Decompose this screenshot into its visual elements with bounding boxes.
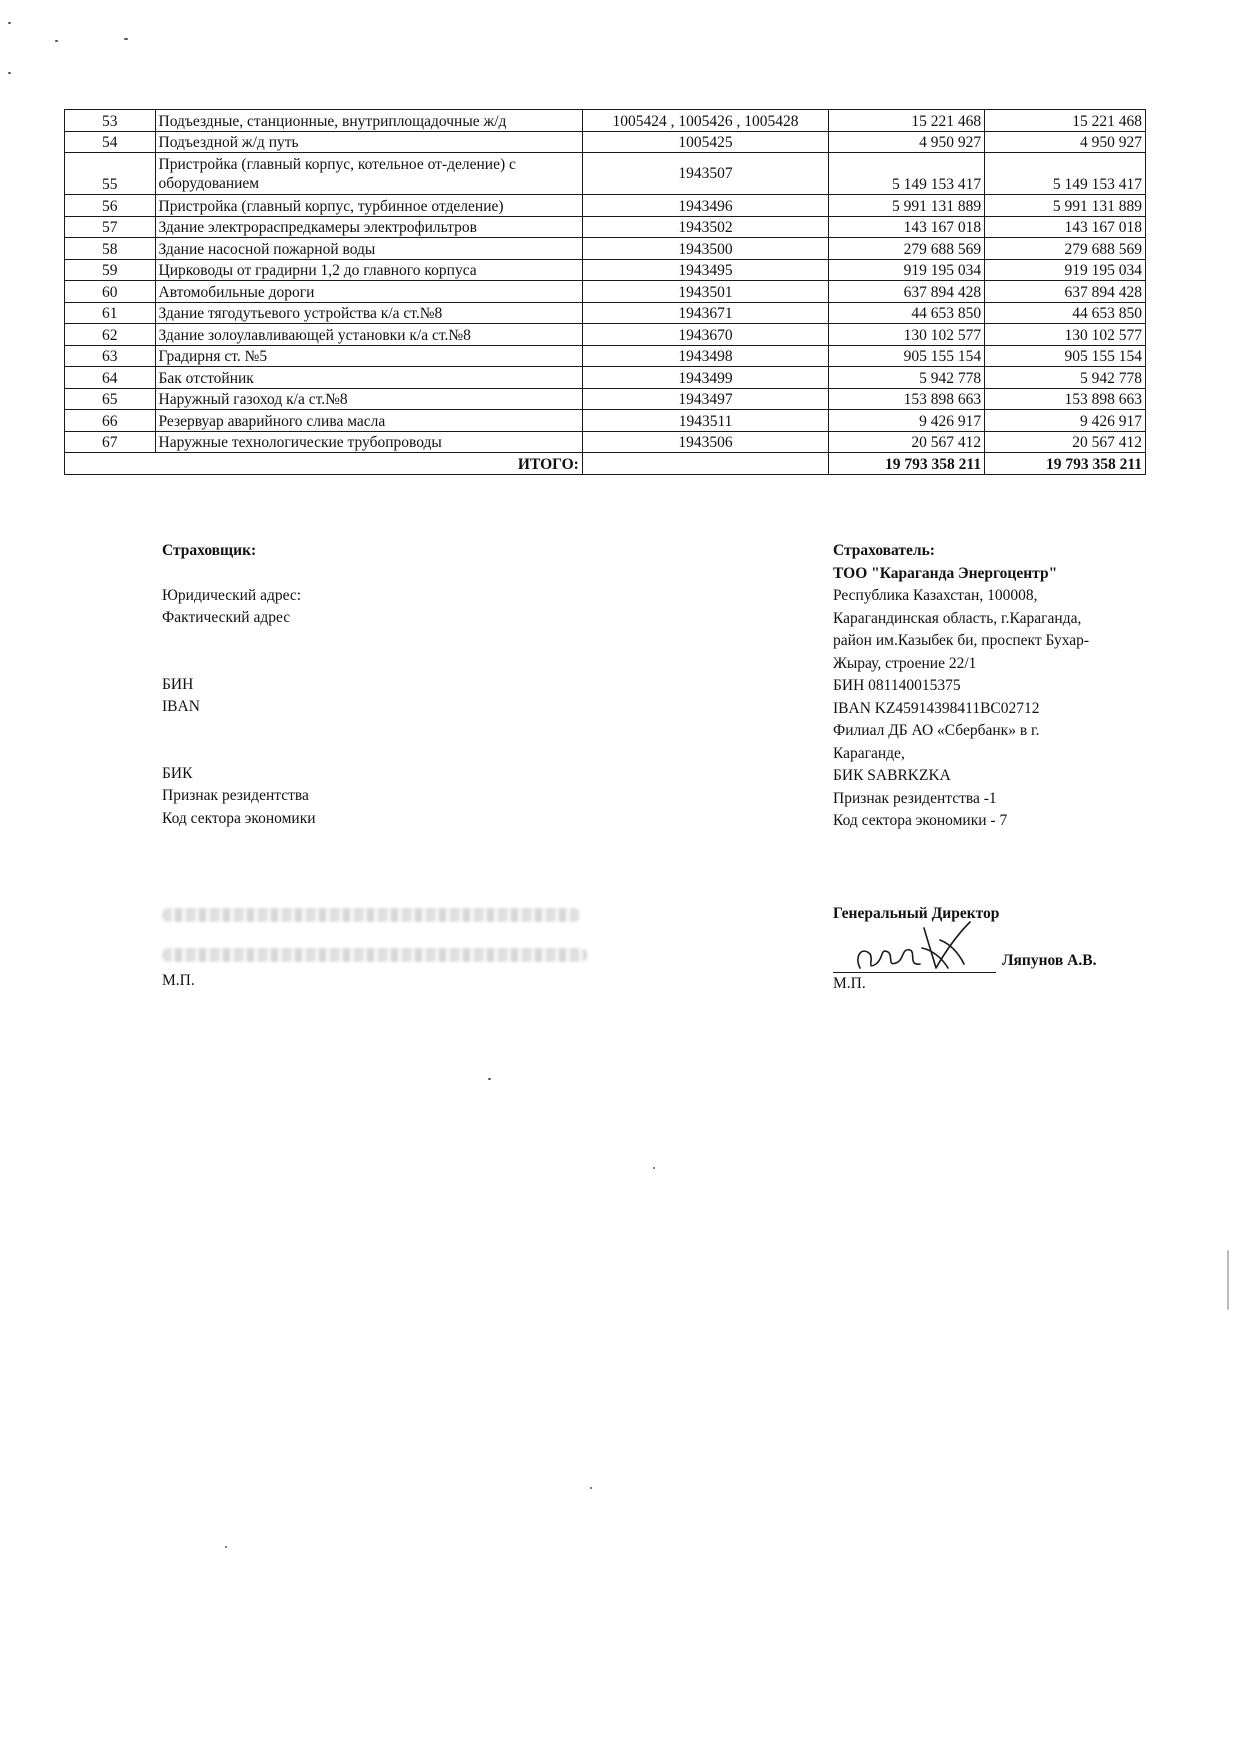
inventory-number-cell: 1943499 — [582, 367, 828, 389]
asset-name-cell: Наружный газоход к/а ст.№8 — [155, 388, 582, 410]
insurer-legal-address: Юридический адрес: — [162, 586, 302, 604]
total-book-value: 19 793 358 211 — [829, 453, 985, 475]
row-number-cell: 67 — [65, 431, 156, 453]
table-row — [65, 431, 1146, 453]
insured-sum-cell: 20 567 412 — [985, 431, 1146, 453]
asset-name-cell: Градирня ст. №5 — [155, 345, 582, 367]
book-value-cell: 919 195 034 — [829, 259, 985, 281]
inventory-number-cell: 1943506 — [582, 431, 828, 453]
insured-bank-line: Караганде, — [833, 744, 905, 762]
asset-name-cell: Здание насосной пожарной воды — [155, 238, 582, 260]
spacer — [162, 630, 582, 674]
row-number-cell: 55 — [65, 153, 156, 195]
table-row — [65, 238, 1146, 260]
scan-speck — [488, 1078, 491, 1080]
insured-sum-cell: 153 898 663 — [985, 388, 1146, 410]
book-value-cell: 279 688 569 — [829, 238, 985, 260]
asset-name-cell: Резервуар аварийного слива масла — [155, 410, 582, 432]
insured-sum-cell: 15 221 468 — [985, 110, 1146, 132]
inventory-number-cell: 1943501 — [582, 281, 828, 303]
redacted-line — [162, 948, 587, 962]
insured-sum-cell: 5 149 153 417 — [985, 153, 1146, 195]
inventory-number-cell: 1943496 — [582, 195, 828, 217]
insured-heading: Страхователь: — [833, 542, 935, 559]
inventory-number-cell: 1005424 , 1005426 , 1005428 — [582, 110, 828, 132]
table-row — [65, 302, 1146, 324]
scan-speck — [8, 22, 11, 24]
row-number-cell: 66 — [65, 410, 156, 432]
book-value-cell: 20 567 412 — [829, 431, 985, 453]
book-value-cell: 4 950 927 — [829, 131, 985, 153]
table-row — [65, 153, 1146, 195]
book-value-cell: 5 991 131 889 — [829, 195, 985, 217]
table-row — [65, 281, 1146, 303]
inventory-number-cell: 1943500 — [582, 238, 828, 260]
insured-address-line: Жырау, строение 22/1 — [833, 654, 977, 672]
asset-name-cell: Здание электрораспредкамеры электрофильтров — [155, 216, 582, 238]
insurer-residency: Признак резидентства — [162, 787, 309, 804]
total-row — [65, 453, 1146, 475]
asset-name-cell: Здание золоулавливающей установки к/а ст.№8 — [155, 324, 582, 346]
row-number-cell: 57 — [65, 216, 156, 238]
insured-sum-cell: 5 991 131 889 — [985, 195, 1146, 217]
table-row — [65, 324, 1146, 346]
row-number-cell: 64 — [65, 367, 156, 389]
insured-company: ТОО "Караганда Энергоцентр" — [833, 564, 1058, 582]
table-row — [65, 216, 1146, 238]
table-row — [65, 410, 1146, 432]
redacted-line — [162, 908, 580, 922]
inventory-number-cell: 1943671 — [582, 302, 828, 324]
insured-bik: БИК SABRKZKA — [833, 767, 951, 784]
insured-stamp-label: М.П. — [833, 975, 866, 992]
table-row — [65, 367, 1146, 389]
insured-sum-cell: 4 950 927 — [985, 131, 1146, 153]
table-row — [65, 388, 1146, 410]
insurer-iban: IBAN — [162, 698, 200, 715]
insured-address-line: Карагандинская область, г.Караганда, — [833, 609, 1082, 627]
row-number-cell: 59 — [65, 259, 156, 281]
insured-sum-cell: 9 426 917 — [985, 410, 1146, 432]
insurer-block — [162, 540, 582, 830]
insured-assets-table — [64, 109, 1146, 475]
table-row — [65, 195, 1146, 217]
scan-speck — [8, 72, 11, 74]
book-value-cell: 905 155 154 — [829, 345, 985, 367]
insured-sum-cell: 637 894 428 — [985, 281, 1146, 303]
handwritten-signature — [840, 918, 1000, 976]
book-value-cell: 9 426 917 — [829, 410, 985, 432]
asset-name-cell: Пристройка (главный корпус, турбинное отделение) — [155, 195, 582, 217]
insured-sum-cell: 44 653 850 — [985, 302, 1146, 324]
table-body — [65, 110, 1146, 475]
book-value-cell: 637 894 428 — [829, 281, 985, 303]
insurer-heading: Страховщик: — [162, 542, 257, 559]
inventory-number-cell: 1943498 — [582, 345, 828, 367]
total-insured-sum: 19 793 358 211 — [985, 453, 1146, 475]
signer-title: Генеральный Директор — [833, 905, 1000, 922]
insured-sum-cell: 919 195 034 — [985, 259, 1146, 281]
insured-sum-cell: 5 942 778 — [985, 367, 1146, 389]
scan-speck — [225, 1546, 227, 1548]
row-number-cell: 53 — [65, 110, 156, 132]
scan-speck — [124, 38, 128, 40]
row-number-cell: 58 — [65, 238, 156, 260]
insured-bin: БИН 081140015375 — [833, 677, 961, 694]
table-row — [65, 131, 1146, 153]
insurer-actual-address: Фактический адрес — [162, 609, 291, 626]
row-number-cell: 65 — [65, 388, 156, 410]
scan-speck — [653, 1167, 655, 1169]
book-value-cell: 5 942 778 — [829, 367, 985, 389]
row-number-cell: 56 — [65, 195, 156, 217]
signer-name: Ляпунов А.В. — [1002, 952, 1097, 969]
inventory-number-cell: 1005425 — [582, 131, 828, 153]
insurer-sector-code: Код сектора экономики — [162, 809, 316, 827]
insured-bank-line: Филиал ДБ АО «Сбербанк» в г. — [833, 722, 1040, 739]
asset-name-cell: Цирководы от градирни 1,2 до главного корпуса — [155, 259, 582, 281]
spacer — [162, 563, 582, 585]
asset-name-cell: Подъездные, станционные, внутриплощадочные ж/д — [155, 110, 582, 132]
insured-sum-cell: 143 167 018 — [985, 216, 1146, 238]
table-row — [65, 259, 1146, 281]
table-row — [65, 110, 1146, 132]
inventory-number-cell: 1943502 — [582, 216, 828, 238]
asset-name-cell: Здание тягодутьевого устройства к/а ст.№8 — [155, 302, 582, 324]
insured-address-line: Республика Казахстан, 100008, — [833, 587, 1038, 604]
row-number-cell: 60 — [65, 281, 156, 303]
inventory-number-cell: 1943511 — [582, 410, 828, 432]
asset-name-cell: Бак отстойник — [155, 367, 582, 389]
signature-line — [833, 972, 996, 973]
insured-sum-cell: 279 688 569 — [985, 238, 1146, 260]
inventory-number-cell: 1943497 — [582, 388, 828, 410]
insurer-stamp-label: М.П. — [162, 972, 195, 989]
asset-name-cell: Подъездной ж/д путь — [155, 131, 582, 153]
inventory-number-cell: 1943507 — [582, 153, 828, 195]
book-value-cell: 143 167 018 — [829, 216, 985, 238]
book-value-cell: 130 102 577 — [829, 324, 985, 346]
inventory-number-cell: 1943670 — [582, 324, 828, 346]
total-label: ИТОГО: — [65, 453, 583, 475]
insurer-bin: БИН — [162, 675, 194, 693]
insured-sector-code: Код сектора экономики - 7 — [833, 812, 1008, 829]
insured-residency: Признак резидентства -1 — [833, 789, 997, 807]
inventory-number-cell: 1943495 — [582, 259, 828, 281]
insured-iban: IBAN KZ45914398411BC02712 — [833, 699, 1040, 717]
scan-speck — [590, 1487, 592, 1489]
insured-block — [833, 540, 1163, 833]
book-value-cell: 15 221 468 — [829, 110, 985, 132]
empty-cell — [582, 453, 828, 475]
spacer — [162, 719, 582, 763]
insured-address-line: район им.Казыбек би, проспект Бухар- — [833, 632, 1090, 649]
insurer-bik: БИК — [162, 764, 193, 782]
asset-name-cell: Автомобильные дороги — [155, 281, 582, 303]
asset-name-cell: Пристройка (главный корпус, котельное от-деление) с оборудованием — [155, 153, 582, 195]
row-number-cell: 62 — [65, 324, 156, 346]
book-value-cell: 153 898 663 — [829, 388, 985, 410]
asset-name-cell: Наружные технологические трубопроводы — [155, 431, 582, 453]
row-number-cell: 54 — [65, 131, 156, 153]
insured-sum-cell: 130 102 577 — [985, 324, 1146, 346]
scan-edge — [1227, 1250, 1229, 1310]
row-number-cell: 61 — [65, 302, 156, 324]
book-value-cell: 44 653 850 — [829, 302, 985, 324]
scan-speck — [55, 40, 58, 42]
table-row — [65, 345, 1146, 367]
book-value-cell: 5 149 153 417 — [829, 153, 985, 195]
row-number-cell: 63 — [65, 345, 156, 367]
insured-sum-cell: 905 155 154 — [985, 345, 1146, 367]
